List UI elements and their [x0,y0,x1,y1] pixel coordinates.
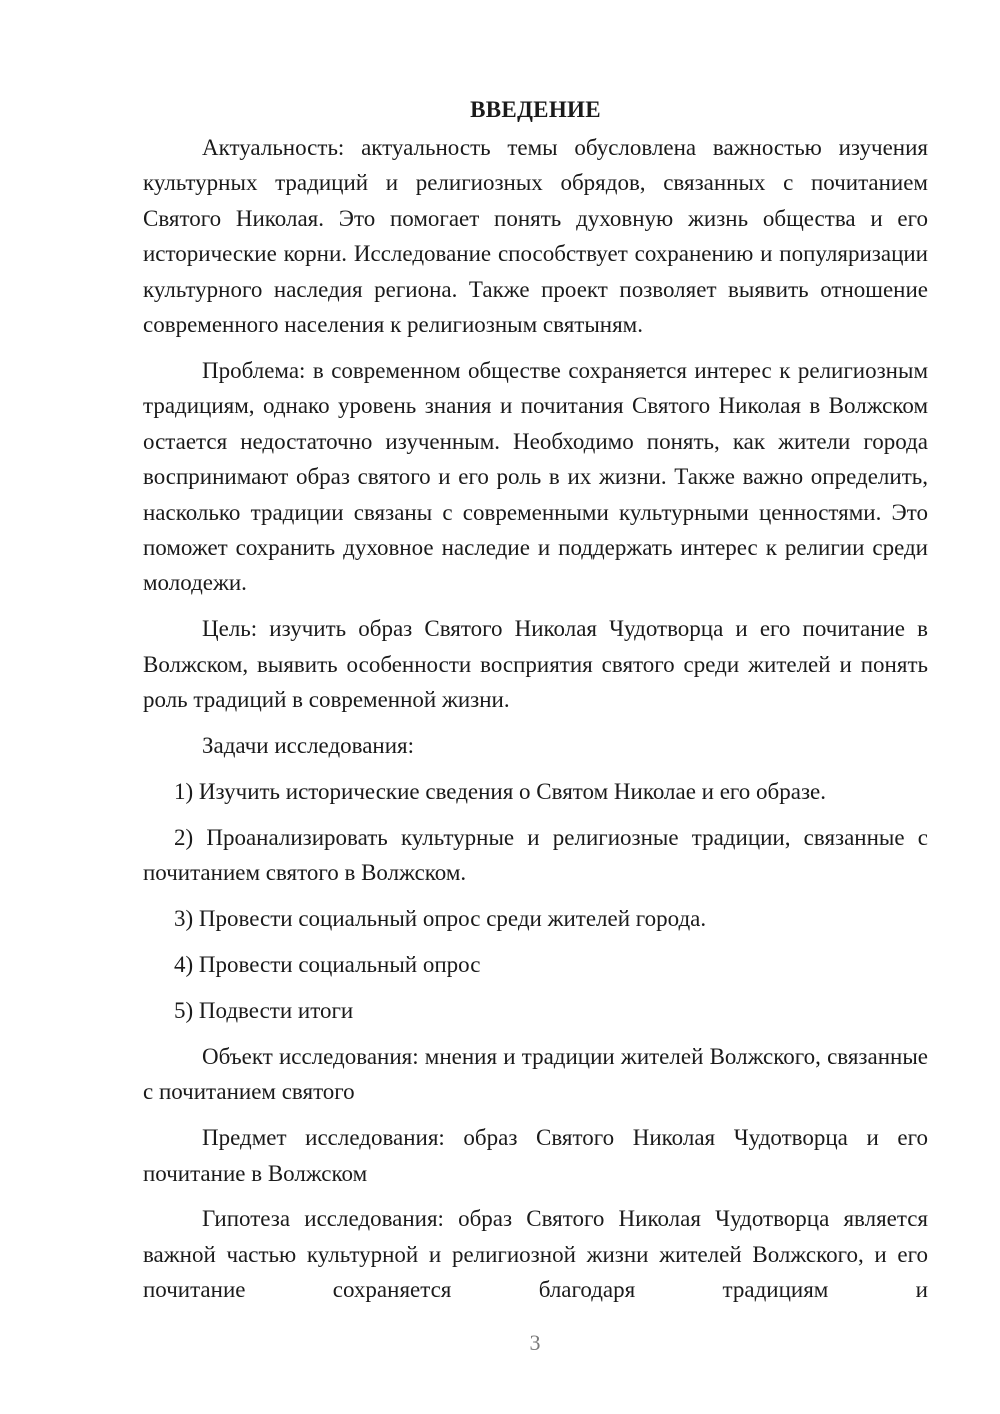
paragraph-relevance: Актуальность: актуальность темы обусловлена важностью изучения культурных традиций и религиозных обрядов, связанных с почитанием Святого Николая. Это помогает понять духовную жизнь общества и его исторические корни. Исследование способствует сохранению и популяризации культурного наследия региона. Также проект позволяет выявить отношение современного населения к религиозным святыням. [143,135,928,338]
paragraph-problem: Проблема: в современном обществе сохраняется интерес к религиозным традициям, однако уровень знания и почитания Святого Николая в Волжском остается недостаточно изученным. Необходимо понять, как жители города воспринимают образ святого и его роль в их жизни. Также важно определить, насколько традиции связаны с современными культурными ценностями. Это поможет сохранить духовное наследие и поддержать интерес к религии среди молодежи. [143,357,928,596]
task-item: 2) Проанализировать культурные и религиозные традиции, связанные с почитанием святого в Волжском. [143,824,928,886]
tasks-heading: Задачи исследования: [202,733,415,758]
paragraph-object: Объект исследования: мнения и традиции жителей Волжского, связанные с почитанием святого [143,1043,928,1105]
section-title: ВВЕДЕНИЕ [470,97,601,122]
paragraph-goal: Цель: изучить образ Святого Николая Чудотворца и его почитание в Волжском, выявить особенности восприятия святого среди жителей и понять роль традиций в современной жизни. [143,616,928,713]
paragraph-subject: Предмет исследования: образ Святого Николая Чудотворца и его почитание в Волжском [143,1125,928,1186]
page-number: 3 [529,1330,541,1355]
task-item: 4) Провести социальный опрос [174,952,481,978]
task-item: 3) Провести социальный опрос среди жителей города. [174,906,707,932]
task-item: 1) Изучить исторические сведения о Святом Николае и его образе. [174,778,826,804]
document-page [143,92,928,1308]
task-item: 5) Подвести итоги [174,997,354,1023]
paragraph-hypothesis: Гипотеза исследования: образ Святого Николая Чудотворца является важной частью культурной и религиозной жизни жителей Волжского, и его почитание сохраняется благодаря традициям и [143,1206,928,1303]
